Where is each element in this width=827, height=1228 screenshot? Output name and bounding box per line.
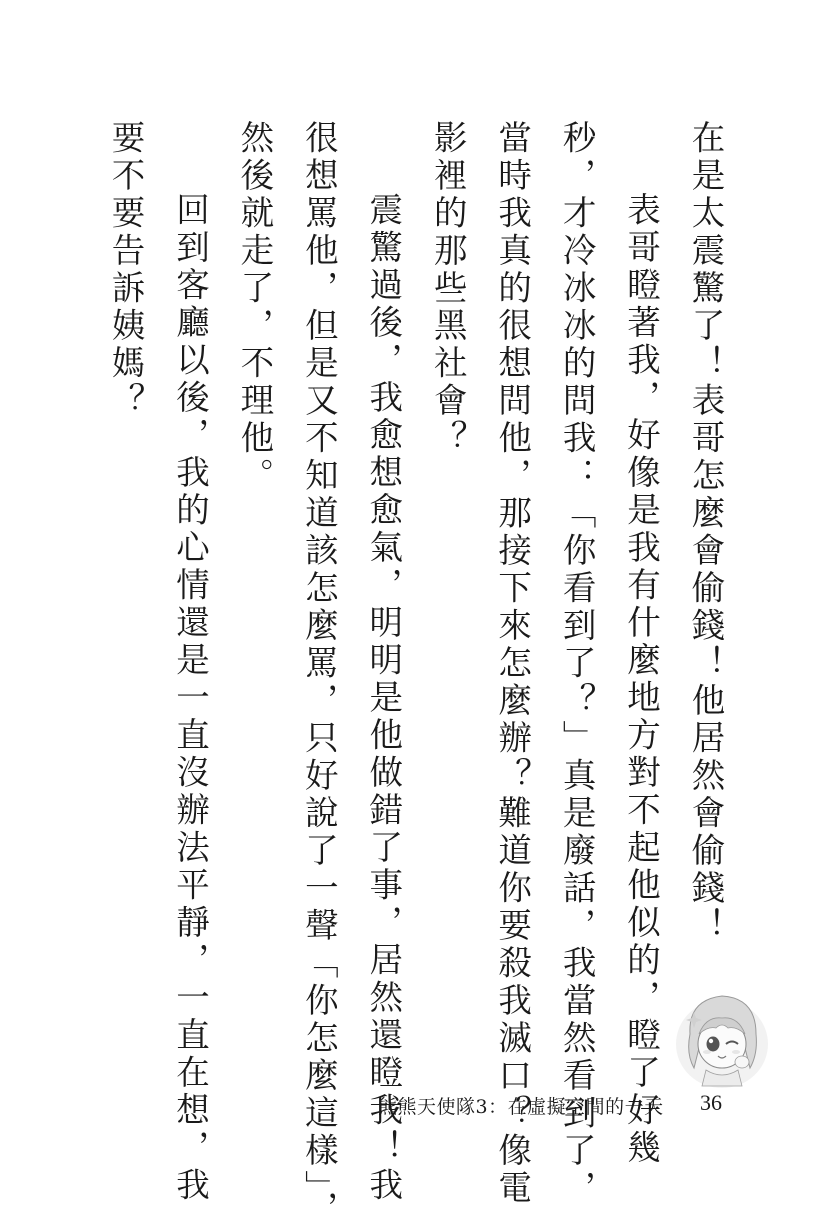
book-title: 熊熊天使隊3：在虛擬空間的一天 [378, 1096, 664, 1118]
mascot-illustration [672, 982, 772, 1092]
text-column-6: 震驚過後，我愈想愈氣，明明是他做錯了事，居然還瞪我！我 [363, 192, 403, 1205]
text-column-5: 影裡的那些黑社會？ [428, 120, 468, 458]
text-column-9: 回到客廳以後，我的心情還是一直沒辦法平靜，一直在想，我 [170, 192, 210, 1205]
text-column-3: 秒，才冷冰冰的問我：「你看到了？」真是廢話，我當然看到了， [557, 120, 597, 1208]
text-column-7: 很想罵他，但是又不知道該怎麼罵，只好說了一聲「你怎麼這樣」， [299, 120, 339, 1228]
text-column-10: 要不要告訴姨媽？ [106, 120, 145, 420]
page-number: 36 [700, 1090, 722, 1115]
text-column-8: 然後就走了，不理他。 [234, 120, 274, 495]
text-column-4: 當時我真的很想問他，那接下來怎麼辦？難道你要殺我滅口？像電 [492, 120, 532, 1208]
text-column-1: 在是太震驚了！表哥怎麼會偷錢！他居然會偷錢！ [685, 120, 725, 945]
text-column-2: 表哥瞪著我，好像是我有什麼地方對不起他似的，瞪了好幾 [621, 192, 661, 1167]
